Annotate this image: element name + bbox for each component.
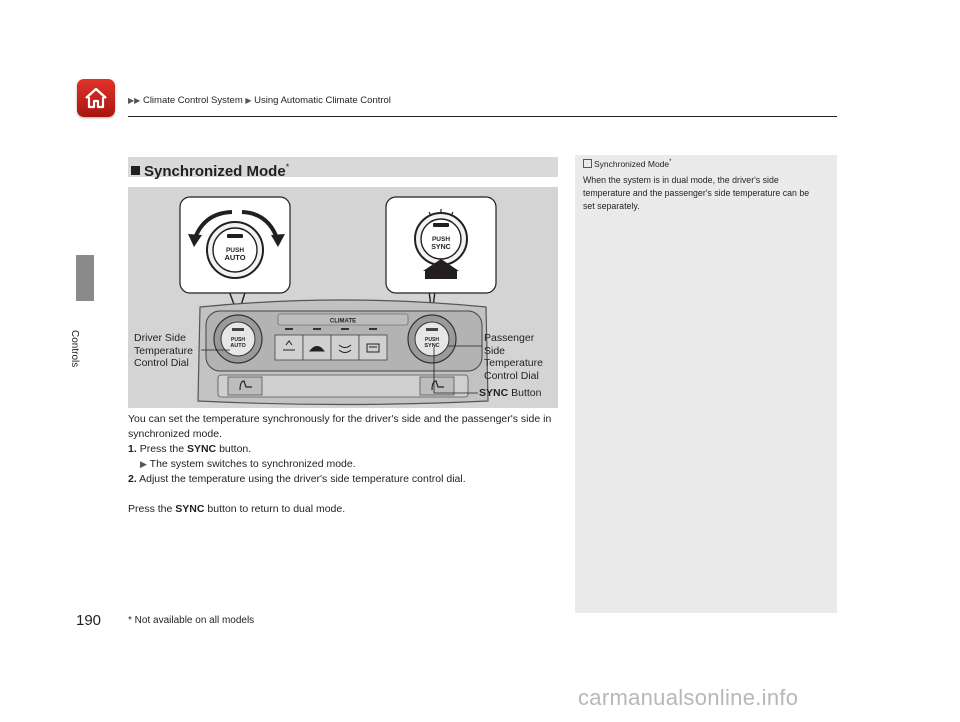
- callout-driver-dial: Driver Side Temperature Control Dial: [134, 332, 193, 369]
- section-tab-marker: [76, 255, 94, 301]
- section-tab-label: Controls: [69, 330, 80, 368]
- inset-dial-right-line1: PUSH: [431, 236, 451, 243]
- home-button[interactable]: [77, 79, 115, 117]
- sidebar-note: [575, 155, 837, 613]
- step-1-result: ▶ The system switches to synchronized mode.: [140, 458, 356, 470]
- intro-paragraph: You can set the temperature synchronously for the driver's side and the passenger's side in synchronized mode.: [128, 413, 552, 440]
- step-1: 1. Press the SYNC button.: [128, 443, 252, 455]
- note-icon: [583, 159, 592, 168]
- panel-dial-right-line1: PUSH: [425, 337, 439, 343]
- panel-dial-right-line2: SYNC: [424, 343, 440, 349]
- climate-panel-figure: [128, 187, 558, 408]
- header-divider: [128, 116, 837, 117]
- panel-climate-label: CLIMATE: [329, 318, 357, 325]
- inset-dial-right-line2: SYNC: [431, 244, 451, 251]
- step-2: 2. Adjust the temperature using the driver's side temperature control dial.: [128, 473, 466, 485]
- section-heading: [128, 157, 558, 180]
- breadcrumb-item-automatic[interactable]: Using Automatic Climate Control: [254, 95, 391, 106]
- breadcrumb-arrow-icon: ▶▶: [128, 96, 141, 105]
- sidebar-note-title: Synchronized Mode*: [583, 159, 671, 169]
- panel-dial-left-line1: PUSH: [231, 337, 245, 343]
- final-paragraph: Press the SYNC button to return to dual mode.: [128, 503, 346, 515]
- body-text: [128, 412, 568, 517]
- callout-passenger-dial: Passenger Side Temperature Control Dial: [484, 332, 543, 382]
- watermark: carmanualsonline.info: [578, 685, 799, 710]
- section-title-asterisk: *: [285, 162, 290, 172]
- home-icon: [83, 85, 109, 111]
- inset-dial-left-line2: AUTO: [224, 253, 246, 262]
- breadcrumb: [128, 95, 391, 106]
- sidebar-note-text: When the system is in dual mode, the driver's side temperature and the passenger's side temperature can be set separately.: [583, 175, 810, 211]
- callout-sync-button: SYNC Button: [479, 387, 542, 399]
- breadcrumb-item-climate[interactable]: Climate Control System: [142, 95, 243, 106]
- footnote: * Not available on all models: [128, 615, 255, 626]
- panel-dial-left-line2: AUTO: [230, 343, 246, 349]
- square-bullet-icon: [131, 166, 140, 175]
- breadcrumb-arrow-icon: ▶: [245, 96, 252, 105]
- section-title: Synchronized Mode: [144, 163, 286, 180]
- inset-dial-left-line1: PUSH: [225, 247, 245, 254]
- result-arrow-icon: ▶: [140, 459, 147, 469]
- page-number: 190: [76, 612, 102, 629]
